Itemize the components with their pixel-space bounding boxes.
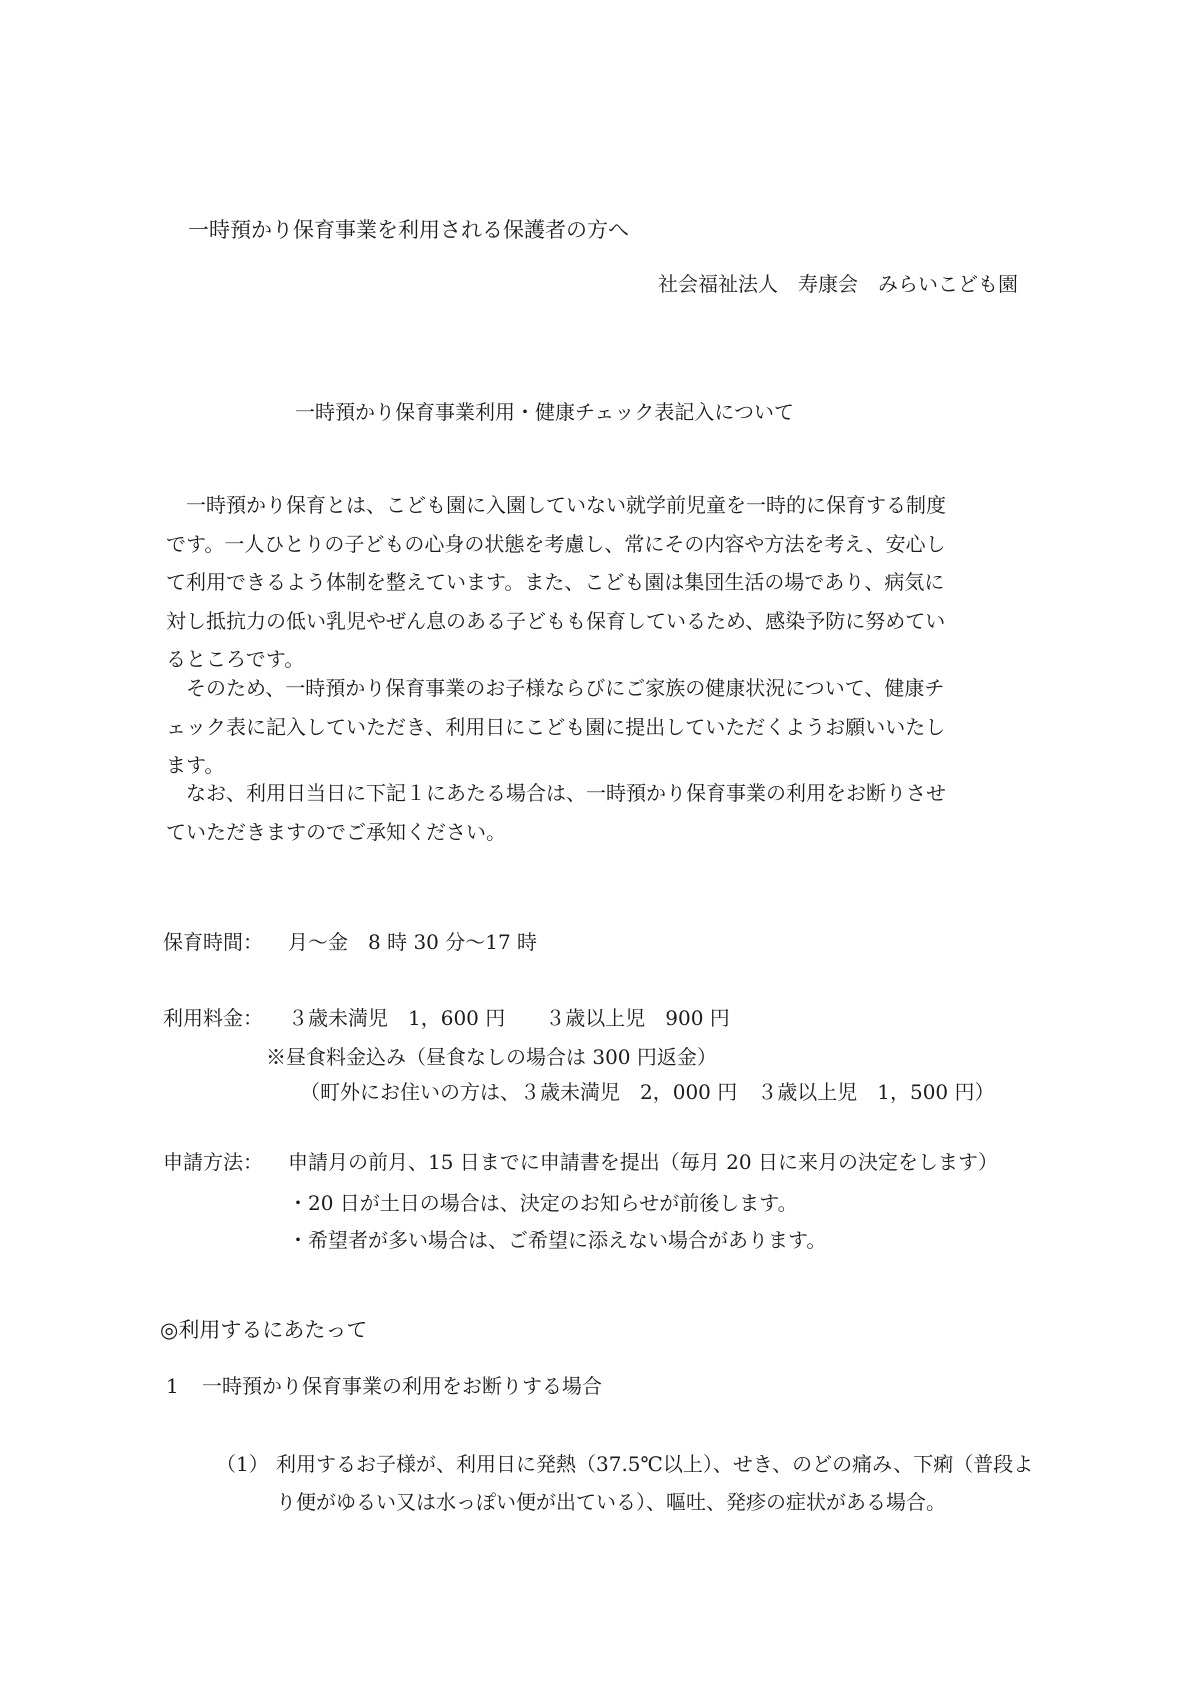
intro-paragraph-1: 一時預かり保育とは、こども園に入園していない就学前児童を一時的に保育する制度です。一人ひとりの子どもの心身の状態を考慮し、常にその内容や方法を考え、安心して利用できるよう体制を整えています。また、こども園は集団生活の場であり、病気に対し抵抗力の低い乳児やぜん息のある子どもも保育しているため、感染予防に努めているところです。 — [166, 493, 946, 671]
item-1-number: 1 — [166, 1374, 179, 1398]
sub-item-1-text: 利用するお子様が、利用日に発熱（37.5℃以上）、せき、のどの痛み、下痢（普段より便がゆるい又は水っぽい便が出ている）、嘔吐、発疹の症状がある場合。 — [276, 1452, 1034, 1514]
fee-note-outside-town: （町外にお住いの方は、３歳未満児 2，000 円 ３歳以上児 1，500 円） — [300, 1080, 995, 1104]
hours-value: 月～金 8 時 30 分～17 時 — [288, 930, 538, 954]
fee-note-lunch: ※昼食料金込み（昼食なしの場合は 300 円返金） — [266, 1045, 717, 1069]
addressee-line: 一時預かり保育事業を利用される保護者の方へ — [188, 218, 629, 242]
item-1 — [166, 1370, 602, 1399]
apply-note-weekend: ・20 日が土日の場合は、決定のお知らせが前後します。 — [288, 1191, 798, 1215]
section-heading: ◎利用するにあたって — [160, 1318, 368, 1342]
apply-row — [163, 1150, 998, 1174]
sub-item-1-number: （1） — [216, 1452, 269, 1476]
fee-row — [163, 1006, 730, 1030]
apply-value: 申請月の前月、15 日までに申請書を提出（毎月 20 日に来月の決定をします） — [288, 1150, 998, 1174]
apply-label: 申請方法： — [163, 1150, 263, 1174]
hours-row — [163, 930, 537, 954]
fee-label: 利用料金： — [163, 1006, 263, 1030]
intro-paragraph-2: そのため、一時預かり保育事業のお子様ならびにご家族の健康状況について、健康チェック表に記入していただき、利用日にこども園に提出していただくようお願いいたします。 — [166, 676, 946, 777]
hours-label: 保育時間： — [163, 930, 263, 954]
intro-paragraph-3: なお、利用日当日に下記１にあたる場合は、一時預かり保育事業の利用をお断りさせていただきますのでご承知ください。 — [166, 781, 946, 844]
sender-line: 社会福祉法人 寿康会 みらいこども園 — [658, 272, 1018, 296]
fee-value: ３歳未満児 1，600 円 ３歳以上児 900 円 — [288, 1006, 730, 1030]
apply-note-many-applicants: ・希望者が多い場合は、ご希望に添えない場合があります。 — [288, 1228, 827, 1252]
document-title: 一時預かり保育事業利用・健康チェック表記入について — [295, 400, 794, 424]
item-1-title: 一時預かり保育事業の利用をお断りする場合 — [202, 1374, 602, 1398]
